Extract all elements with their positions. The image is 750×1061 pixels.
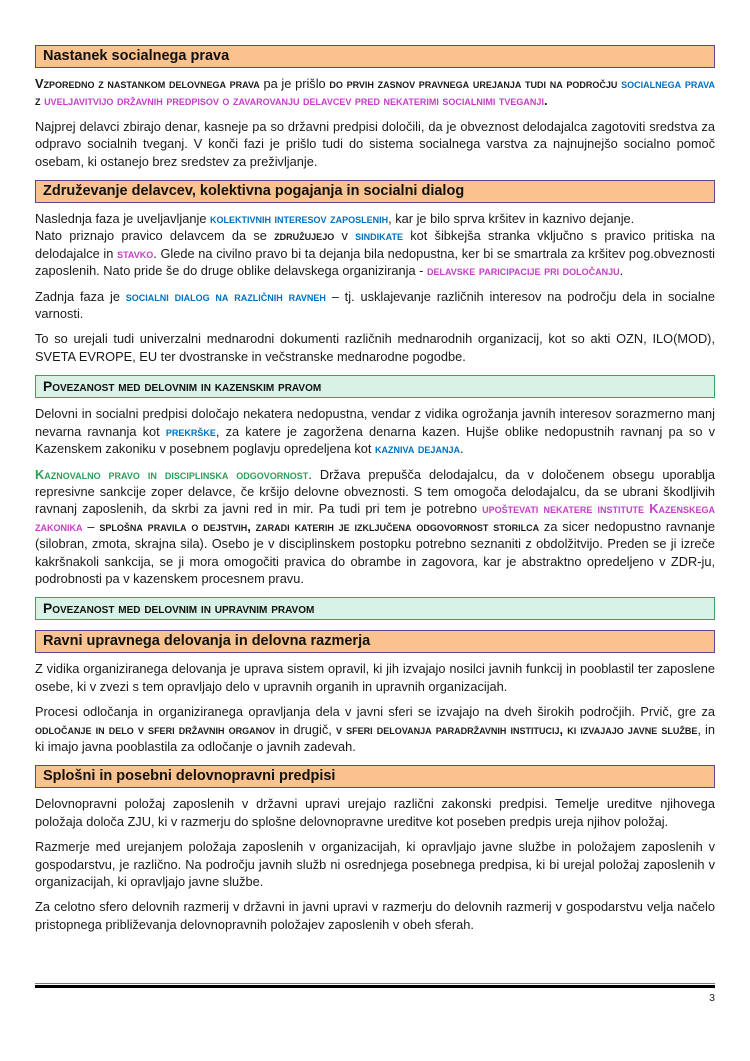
paragraph: [35, 795, 719, 830]
text-run: združujejo: [274, 228, 335, 244]
page-footer: [35, 983, 715, 1004]
paragraph: [35, 330, 719, 365]
text-run: odločanje in delo v sferi državnih organov: [35, 721, 276, 737]
section-header-green: Povezanost med delovnim in kazenskim pravom: [35, 375, 715, 398]
text-run: v sferi delovanja paradržavnih institucij, ki izvajajo javne službe: [335, 721, 698, 737]
text-run: sindikate: [355, 228, 403, 244]
text-run: Za celotno sfero delovnih razmerij v državni in javni upravi v razmerju do delovnih razmerij v gospodarstvu velja načelo pristopnega približevanja delovnopravnih položajev zaposlenih v obeh sferah.: [35, 899, 719, 932]
paragraph: [35, 898, 719, 933]
text-run: in drugič,: [275, 721, 336, 737]
text-run: Naslednja faza je uveljavljanje: [35, 211, 210, 227]
text-run: delavske paricipacije pri določanju: [426, 263, 620, 279]
text-run: Procesi odločanja in organiziranega opravljanja dela v javni sferi se izvajajo na dveh širokih področjih. Prvič, gre za: [35, 704, 719, 720]
paragraph: [35, 466, 719, 588]
paragraph: [35, 288, 719, 323]
paragraph: [35, 703, 719, 755]
text-run: To so urejali tudi univerzalni mednarodni dokumenti različnih mednarodnih organizacij, kot so akti OZN, ILO(MOD), SVETA EVROPE, EU ter dvostranske in večstranske mednarodne pogodbe.: [35, 331, 719, 364]
text-run: Nato priznajo pravico delavcem da se: [35, 228, 275, 244]
text-run: . Država prepušča delodajalcu, da v določenem obsegu uporablja represivne sankcije zoper delavce, če kršijo delovne obveznosti. S tem omogoča delodajalcu, da se ubrani škodljivih ravnanj zaposlenih, da skrbi za javni red in mir. Pa tudi pri tem je potrebno: [35, 466, 719, 517]
text-run: – tj. usklajevanje različnih interesov na področju dela in socialne varnosti.: [35, 288, 719, 322]
text-run: , za katere je zagoržena denarna kazen. Hujše oblike nedopustnih ravnanj pa so v Kazenskem zakoniku v posebnem poglavju opredeljena kot: [35, 423, 719, 457]
text-run: z: [35, 76, 719, 109]
paragraph: [35, 118, 719, 170]
text-run: –: [82, 518, 100, 534]
text-run: Kaznovalno pravo in disciplinska odgovornost: [35, 466, 309, 482]
text-run: stavko: [117, 245, 154, 261]
paragraph: [35, 75, 719, 110]
text-run: Z vidika organiziranega delovanja je uprava sistem opravil, ki jih izvajajo nosilci javnih funkcij in pooblastil ter zaposlene osebe, ki v zvezi s tem opravljajo delo v upravnih organih in upravnih organizacijah.: [35, 661, 719, 694]
paragraph: [35, 838, 719, 890]
text-run: , kar je bilo sprva kršitev in kaznivo dejanje.: [388, 211, 635, 227]
paragraph: [35, 660, 719, 695]
text-run: , in ki imajo javna pooblastila za odločanje o javnih zadevah.: [35, 721, 719, 754]
text-run: kazniva dejanja: [375, 441, 460, 457]
section-header-orange: Nastanek socialnega prava: [35, 45, 715, 68]
section-header-orange: Združevanje delavcev, kolektivna pogajanja in socialni dialog: [35, 180, 715, 203]
text-run: .: [459, 441, 464, 457]
text-run: Delovnopravni položaj zaposlenih v državni upravi urejajo različni zakonski predpisi. Temelje ureditve njihovega položaja določa ZJU, ki v razmerju do splošne delovnopravne ureditve kot poseben predpis ureja njihov položaj.: [35, 796, 719, 829]
footer-rule-thick: [35, 985, 715, 988]
text-run: socialni dialog na različnih ravneh: [125, 288, 326, 304]
text-run: .: [619, 263, 624, 279]
text-run: .: [543, 93, 548, 109]
footer-rule-thin: [35, 983, 715, 984]
text-run: Zadnja faza je: [35, 288, 126, 304]
page-number: 3: [709, 992, 715, 1004]
text-run: Razmerje med urejanjem položaja zaposlenih v organizacijah, ki opravljajo javne službe in položajem zaposlenih v gospodarstvu, je različno. Na področju javnih služb ni osrednjega posebnega predpisa, ki bi urejal položaj zaposlenih v organizacijah, ki opravljajo javne službe.: [35, 839, 719, 889]
text-run: upoštevati nekatere institute Kazenskega zakonika: [35, 501, 719, 534]
section-header-orange: Ravni upravnega delovanja in delovna razmerja: [35, 630, 715, 653]
section-header-orange: Splošni in posebni delovnopravni predpisi: [35, 765, 715, 788]
text-run: Delovni in socialni predpisi določajo nekatera nedopustna, vendar z vidika ogrožanja javnih interesov sorazmerno manj nevarna ravnanja kot: [35, 406, 719, 439]
text-run: do prvih zasnov pravnega urejanja tudi na področju: [329, 76, 622, 91]
text-run: kot šibkejša stranka vključno s pravico pritiska na delodajalce in: [35, 228, 719, 261]
text-run: splošna pravila o dejstvih, zaradi katerih je izključena odgovornost storilca: [99, 518, 540, 534]
text-run: Najprej delavci zbirajo denar, kasneje pa so državni predpisi določili, da je obveznost delodajalca zagotoviti sredstva za odpravo socialnih tveganj. V konči fazi je prišlo tudi do sistema socialnega varstva za najnujnejšo socialno pomoč osebam, ki ostanejo brez sredstev za preživljanje.: [35, 118, 719, 169]
text-run: socialnega prava: [621, 76, 715, 91]
text-run: prekrške: [165, 423, 216, 439]
text-run: pa je prišlo: [259, 76, 330, 91]
text-run: . Glede na civilno pravo bi ta dejanja bila nedopustna, ker bi se smartrala za kršitev pog.obveznosti zaposlenih. Nato pride še do druge oblike delavskega organiziranja -: [35, 245, 719, 279]
paragraph: [35, 405, 719, 457]
document-body: [35, 45, 719, 933]
text-run: za sicer nedopustno ravnanje (silobran, zmota, skrajna sila). Osebo je v disciplinskem postopku potrebno seznaniti z obdolžitvijo. Preden se ji izreče kakršnakoli sankcija, se ji mora omogočiti pravica do obrambe in zagovora, kar je abstraktno opredeljeno v ZDR-ju, podrobnosti pa v kazenskem procesnem pravu.: [35, 518, 719, 586]
section-header-green: Povezanost med delovnim in upravnim pravom: [35, 597, 715, 620]
text-run: uveljavitvijo državnih predpisov o zavarovanju delavcev pred nekaterimi socialnimi tveganji: [44, 93, 544, 109]
text-run: kolektivnih interesov zaposlenih: [210, 211, 389, 227]
paragraph: [35, 210, 719, 280]
text-run: v: [334, 228, 356, 244]
text-run: Vzporedno z nastankom delovnega prava: [35, 76, 260, 91]
